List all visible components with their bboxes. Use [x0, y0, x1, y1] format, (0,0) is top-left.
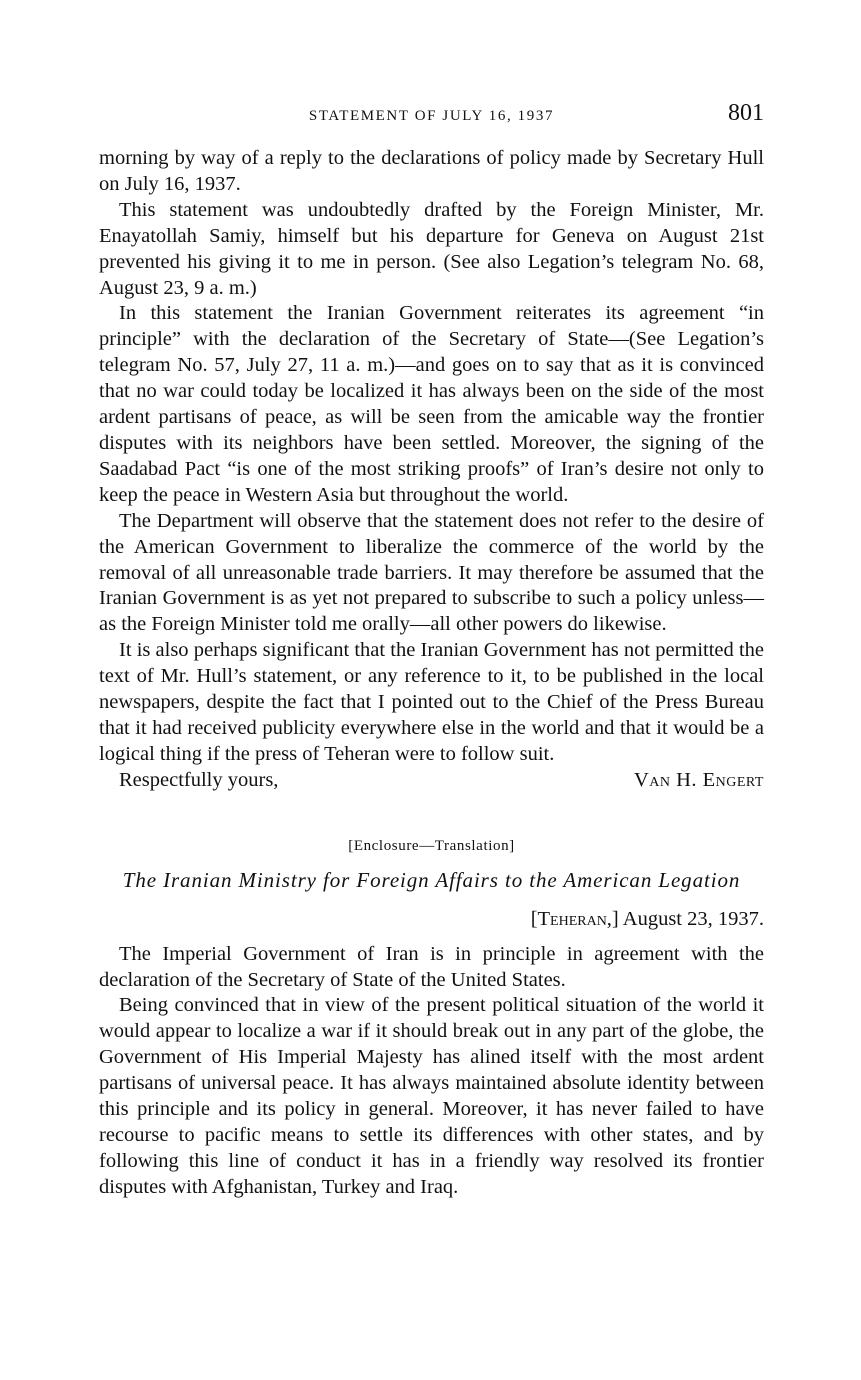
dateline-place: [Teheran,] [530, 907, 619, 930]
enclosure-paragraph-agreement: The Imperial Government of Iran is in principle in agreement with the declaration of the Secretary of State of the United States. [99, 942, 764, 991]
paragraph-press: It is also perhaps significant that the Iranian Government has not permitted the text of Mr. Hull’s statement, or any reference to it, to be published in the local newspapers, despite the fact that I pointed out to the Chief of the Press Bureau that it had received publicity everywhere else in the world and that it would be a logical thing if the press of Teheran were to follow suit. [99, 639, 764, 765]
running-title: STATEMENT OF JULY 16, 1937 [308, 108, 555, 124]
salutation: Respectfully yours, [119, 768, 279, 791]
running-header [99, 100, 764, 136]
page-number: 801 [728, 100, 764, 126]
enclosure-title: The Iranian Ministry for Foreign Affairs to the American Legation [122, 867, 741, 892]
enclosure-label: [Enclosure—Translation] [348, 837, 515, 854]
paragraph-drafting: This statement was undoubtedly drafted by the Foreign Minister, Mr. Enayatollah Samiy, himself but his departure for Geneva on August 21st prevented his giving it to me in person. (See also Legation’s telegram No. 68, August 23, 9 a. m.) [99, 198, 764, 299]
paragraph-statement: In this statement the Iranian Government reiterates its agreement “in principle” with the declaration of the Secretary of State—(See Legation’s telegram No. 57, July 27, 11 a. m.)—and goes on to say that as it is convinced that no war could today be localized it has always been on the side of the most ardent partisans of peace, as will be seen from the amicable way the frontier disputes with its neighbors have been settled. Moreover, the signing of the Saadabad Pact “is one of the most striking proofs” of Iran’s desire not only to keep the peace in Western Asia but throughout the world. [99, 302, 764, 506]
enclosure-paragraph-peace: Being convinced that in view of the present political situation of the world it would appear to localize a war if it should break out in any part of the globe, the Government of His Imperial Majesty has alined itself with the most ardent partisans of universal peace. It has always maintained absolute identity between this principle and its policy in general. Moreover, it has never failed to have recourse to pacific means to settle its differences with other states, and by following this line of conduct it has in a friendly way resolved its frontier disputes with Afghanistan, Turkey and Iraq. [99, 994, 764, 1198]
paragraph-department: The Department will observe that the statement does not refer to the desire of the American Government to liberalize the commerce of the world by the removal of all unreasonable trade barriers. It may therefore be assumed that the Iranian Government is as yet not prepared to subscribe to such a policy unless—as the Foreign Minister told me orally—all other powers do likewise. [99, 509, 764, 636]
paragraph-continuation: morning by way of a reply to the declarations of policy made by Secretary Hull on July 16, 1937. [99, 147, 764, 195]
signature: Van H. Engert [633, 768, 764, 791]
dateline [99, 906, 764, 932]
document-body [99, 146, 764, 1201]
letter-closing [99, 768, 764, 794]
dateline-date: August 23, 1937. [622, 907, 764, 930]
